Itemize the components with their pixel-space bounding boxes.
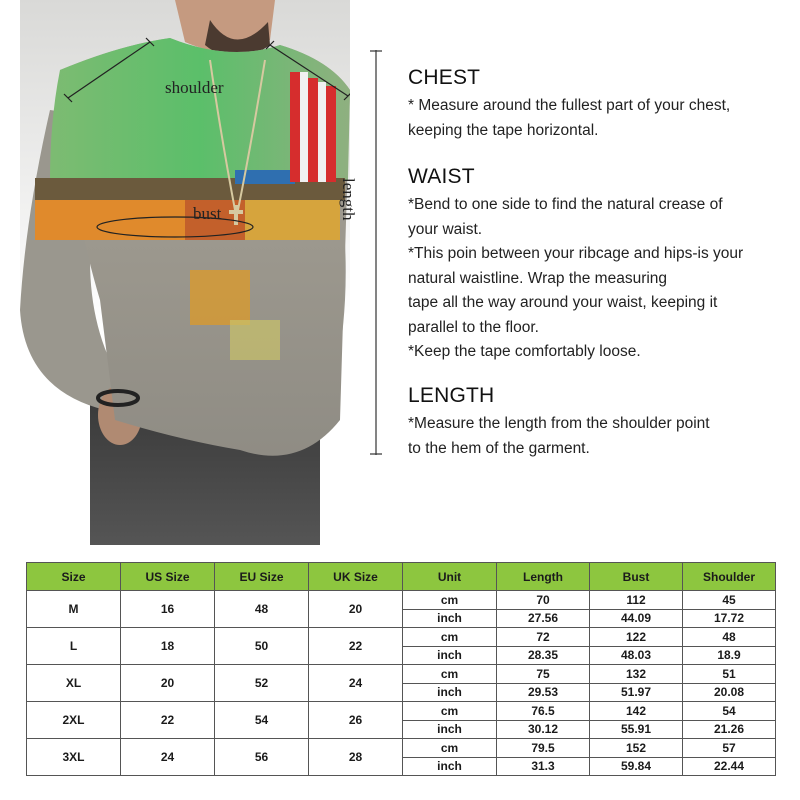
unit-cell: cm [403,665,497,684]
us-size-cell: 20 [121,665,215,702]
header-eu-size: EU Size [215,563,309,591]
length-cell: 31.3 [497,757,590,776]
unit-cell: inch [403,757,497,776]
length-cell: 30.12 [497,720,590,739]
waist-line: parallel to the floor. [408,318,539,336]
bust-cell: 142 [590,702,683,721]
header-unit: Unit [403,563,497,591]
size-cell: L [27,628,121,665]
waist-line: *This poin between your ribcage and hips-is your [408,245,744,262]
uk-size-cell: 22 [309,628,403,665]
header-shoulder: Shoulder [683,563,776,591]
unit-cell: inch [403,683,497,702]
unit-cell: inch [403,646,497,665]
shoulder-cell: 20.08 [683,683,776,702]
chest-section [408,66,788,143]
shoulder-cell: 21.26 [683,720,776,739]
size-cell: 2XL [27,702,121,739]
length-line: to the hem of the garment. [408,439,590,457]
shoulder-cell: 22.44 [683,757,776,776]
length-cell: 72 [497,628,590,647]
shoulder-cell: 54 [683,702,776,721]
bust-label: bust [193,204,222,223]
header-length: Length [497,563,590,591]
eu-size-cell: 48 [215,591,309,628]
bust-cell: 55.91 [590,720,683,739]
uk-size-cell: 28 [309,739,403,776]
waist-line: natural waistline. Wrap the measuring [408,269,668,287]
bust-cell: 48.03 [590,646,683,665]
shoulder-cell: 18.9 [683,646,776,665]
uk-size-cell: 26 [309,702,403,739]
chest-title: CHEST [408,66,481,89]
size-cell: 3XL [27,739,121,776]
header-uk-size: UK Size [309,563,403,591]
uk-size-cell: 24 [309,665,403,702]
length-cell: 79.5 [497,739,590,758]
length-line: *Measure the length from the shoulder point [408,415,710,432]
length-cell: 76.5 [497,702,590,721]
shoulder-cell: 45 [683,591,776,610]
shoulder-cell: 48 [683,628,776,647]
shoulder-cell: 57 [683,739,776,758]
table-row [27,628,776,647]
table-row [27,739,776,758]
bust-cell: 122 [590,628,683,647]
eu-size-cell: 56 [215,739,309,776]
us-size-cell: 24 [121,739,215,776]
header-us-size: US Size [121,563,215,591]
bust-cell: 59.84 [590,757,683,776]
length-cell: 75 [497,665,590,684]
waist-line: *Bend to one side to find the natural crease of [408,196,723,213]
us-size-cell: 18 [121,628,215,665]
header-size: Size [27,563,121,591]
header-bust: Bust [590,563,683,591]
bust-cell: 112 [590,591,683,610]
unit-cell: cm [403,628,497,647]
unit-cell: inch [403,720,497,739]
uk-size-cell: 20 [309,591,403,628]
chest-line: * Measure around the fullest part of your chest, [408,97,731,114]
length-title: LENGTH [408,384,495,407]
eu-size-cell: 50 [215,628,309,665]
size-cell: M [27,591,121,628]
size-table [26,562,776,776]
table-header-row [27,563,776,591]
length-label: length [339,178,358,221]
table-row [27,702,776,721]
length-section [408,384,788,461]
eu-size-cell: 52 [215,665,309,702]
size-table-wrap [26,562,775,776]
bust-cell: 51.97 [590,683,683,702]
waist-title: WAIST [408,165,475,188]
bust-cell: 152 [590,739,683,758]
shoulder-label: shoulder [165,78,224,97]
length-ruler [370,50,382,455]
table-row [27,591,776,610]
unit-cell: inch [403,609,497,628]
us-size-cell: 22 [121,702,215,739]
size-cell: XL [27,665,121,702]
shoulder-cell: 51 [683,665,776,684]
length-cell: 70 [497,591,590,610]
length-cell: 27.56 [497,609,590,628]
unit-cell: cm [403,591,497,610]
waist-line: *Keep the tape comfortably loose. [408,343,641,360]
bust-cell: 44.09 [590,609,683,628]
unit-cell: cm [403,739,497,758]
unit-cell: cm [403,702,497,721]
chest-line: keeping the tape horizontal. [408,121,599,139]
table-row [27,665,776,684]
shoulder-cell: 17.72 [683,609,776,628]
waist-line: your waist. [408,220,483,238]
waist-section [408,165,788,365]
bust-cell: 132 [590,665,683,684]
waist-line: tape all the way around your waist, keeping it [408,294,718,311]
us-size-cell: 16 [121,591,215,628]
length-cell: 28.35 [497,646,590,665]
eu-size-cell: 54 [215,702,309,739]
length-cell: 29.53 [497,683,590,702]
